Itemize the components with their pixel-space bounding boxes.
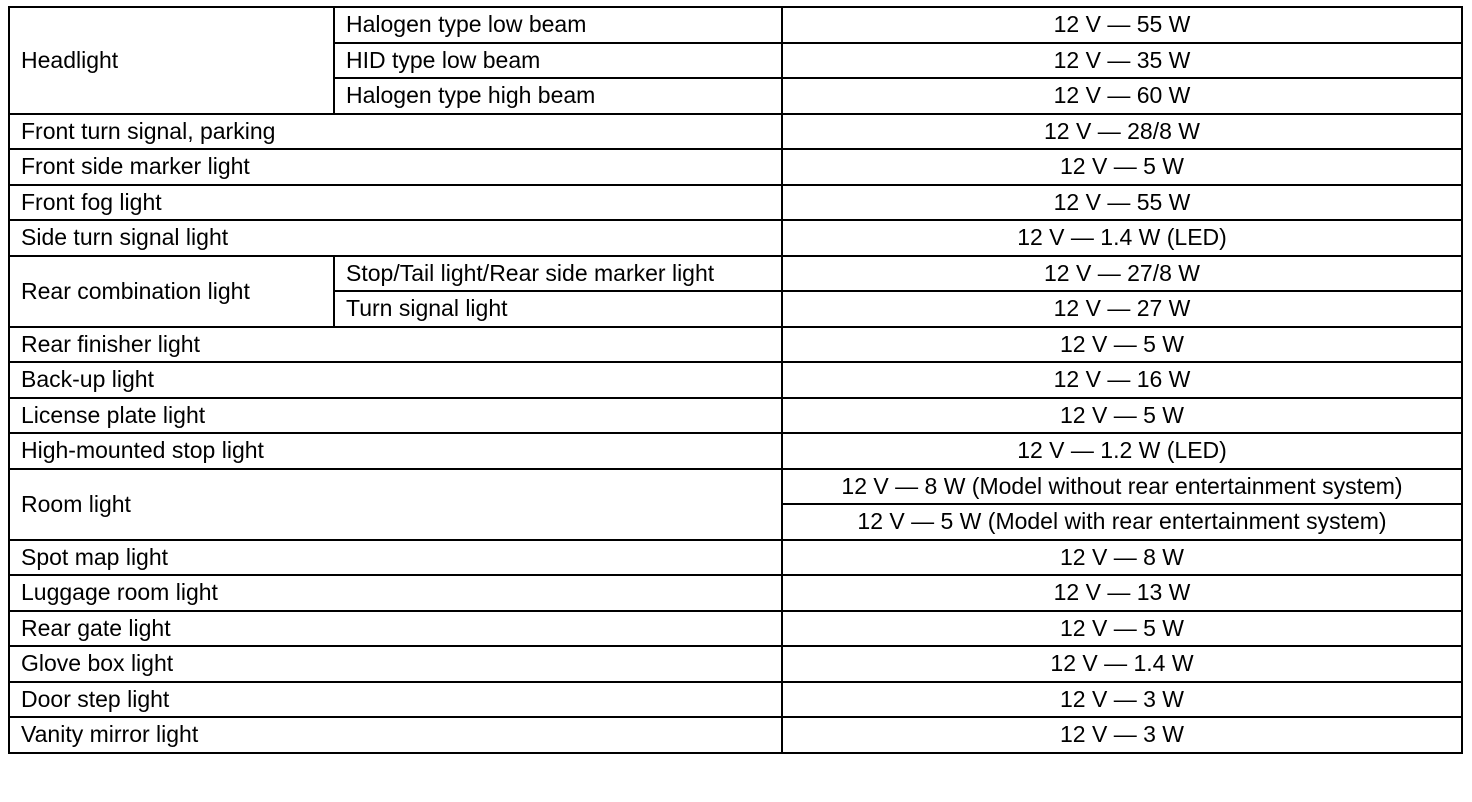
sub-item-label: Turn signal light — [334, 291, 782, 327]
table-row — [9, 540, 1462, 576]
table-row — [9, 362, 1462, 398]
rating-value: 12 V — 3 W — [782, 717, 1462, 753]
sub-item-label: HID type low beam — [334, 43, 782, 79]
item-label: Rear gate light — [9, 611, 782, 647]
rating-value: 12 V — 13 W — [782, 575, 1462, 611]
table-row — [9, 575, 1462, 611]
table-row — [9, 646, 1462, 682]
bulb-specification-table — [8, 6, 1463, 754]
table-row — [9, 682, 1462, 718]
rating-value: 12 V — 55 W — [782, 185, 1462, 221]
item-label: Side turn signal light — [9, 220, 782, 256]
table-row — [9, 185, 1462, 221]
sub-item-label: Stop/Tail light/Rear side marker light — [334, 256, 782, 292]
rating-value: 12 V — 1.4 W — [782, 646, 1462, 682]
item-label: Front side marker light — [9, 149, 782, 185]
rating-value: 12 V — 27/8 W — [782, 256, 1462, 292]
table-row — [9, 149, 1462, 185]
table-row — [9, 717, 1462, 753]
rating-value: 12 V — 5 W — [782, 398, 1462, 434]
item-label: Front fog light — [9, 185, 782, 221]
rating-value: 12 V — 1.2 W (LED) — [782, 433, 1462, 469]
item-label: Headlight — [9, 7, 334, 114]
rating-value: 12 V — 35 W — [782, 43, 1462, 79]
table-row — [9, 114, 1462, 150]
item-label: Spot map light — [9, 540, 782, 576]
item-label: Rear combination light — [9, 256, 334, 327]
sub-item-label: Halogen type high beam — [334, 78, 782, 114]
rating-value: 12 V — 28/8 W — [782, 114, 1462, 150]
item-label: Glove box light — [9, 646, 782, 682]
sub-item-label: Halogen type low beam — [334, 7, 782, 43]
rating-value: 12 V — 5 W — [782, 611, 1462, 647]
table-row — [9, 611, 1462, 647]
rating-value: 12 V — 1.4 W (LED) — [782, 220, 1462, 256]
table-row — [9, 398, 1462, 434]
table-row — [9, 327, 1462, 363]
rating-value: 12 V — 5 W — [782, 327, 1462, 363]
rating-value: 12 V — 60 W — [782, 78, 1462, 114]
rating-value: 12 V — 5 W — [782, 149, 1462, 185]
rating-value: 12 V — 55 W — [782, 7, 1462, 43]
table-row — [9, 256, 1462, 292]
table-row — [9, 469, 1462, 505]
table-row — [9, 433, 1462, 469]
item-label: Rear finisher light — [9, 327, 782, 363]
item-label: Front turn signal, parking — [9, 114, 782, 150]
item-label: Back-up light — [9, 362, 782, 398]
item-label: Luggage room light — [9, 575, 782, 611]
item-label: Door step light — [9, 682, 782, 718]
rating-value: 12 V — 8 W (Model without rear entertainment system) — [782, 469, 1462, 505]
rating-value: 12 V — 16 W — [782, 362, 1462, 398]
item-label: High-mounted stop light — [9, 433, 782, 469]
rating-value: 12 V — 3 W — [782, 682, 1462, 718]
item-label: Room light — [9, 469, 782, 540]
item-label: Vanity mirror light — [9, 717, 782, 753]
item-label: License plate light — [9, 398, 782, 434]
rating-value: 12 V — 8 W — [782, 540, 1462, 576]
rating-value: 12 V — 5 W (Model with rear entertainment system) — [782, 504, 1462, 540]
rating-value: 12 V — 27 W — [782, 291, 1462, 327]
table-row — [9, 7, 1462, 43]
table-row — [9, 220, 1462, 256]
